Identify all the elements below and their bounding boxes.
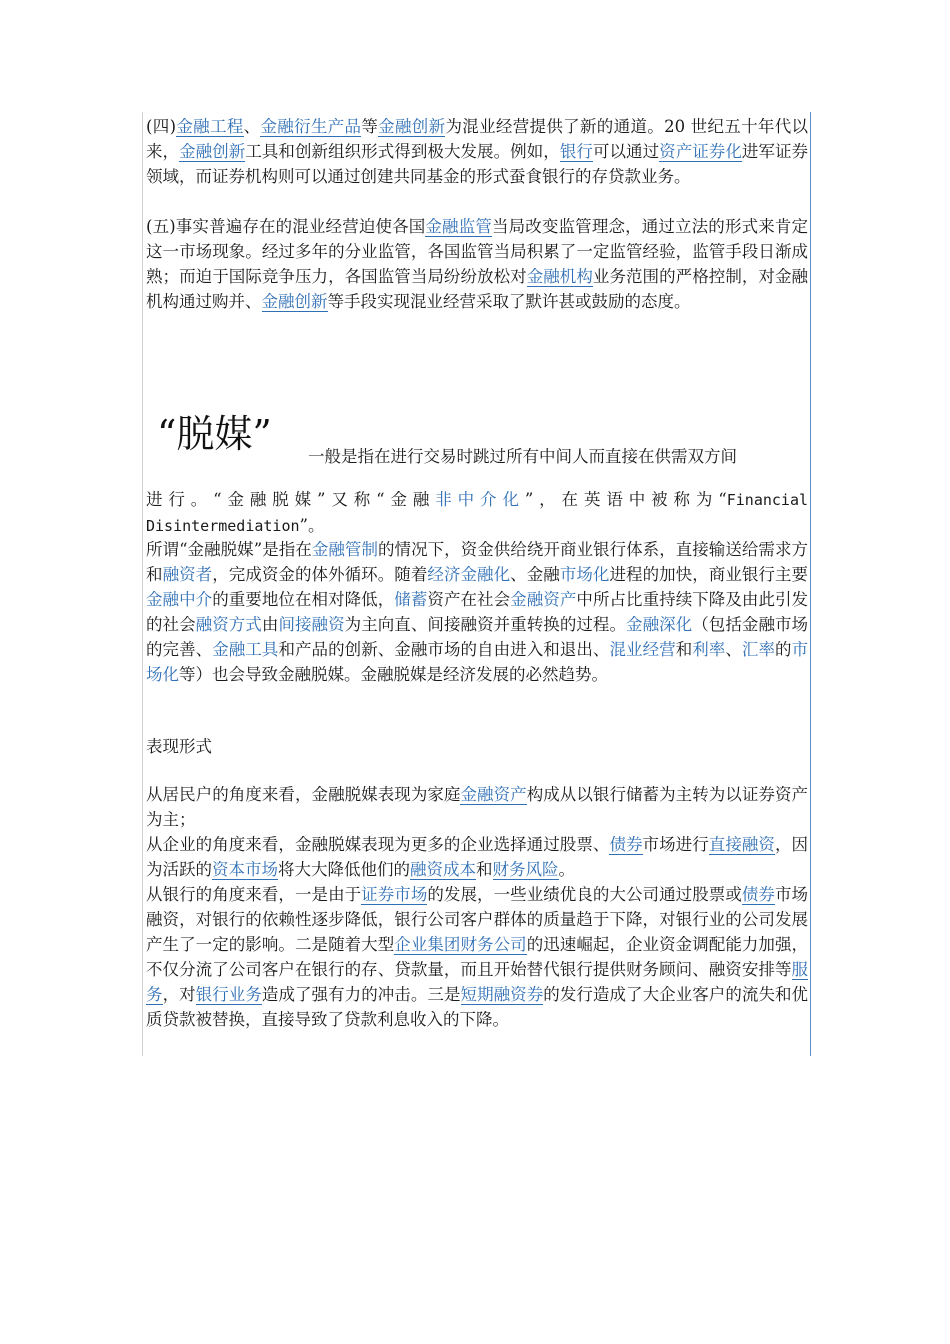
text-run: 和产品的创新、金融市场的自由进入和退出、	[278, 640, 610, 659]
text-run: ，因为活跃的	[146, 835, 809, 879]
text-run: 由	[261, 615, 279, 634]
text-run: 市场进行	[642, 835, 709, 854]
bank-paragraph	[146, 882, 808, 1032]
term-link[interactable]: 企业集团财务公司	[394, 935, 527, 954]
text-run: 造成了强有力的冲击。三是	[261, 985, 461, 1004]
text-run: 等手段实现混业经营采取了默许甚或鼓励的态度。	[327, 292, 691, 311]
text-run: 构成从以银行储蓄为主转为以证券资产为主；	[146, 785, 809, 829]
title-tuomei: “脱媒”	[157, 412, 272, 456]
term-link[interactable]: 汇率	[741, 640, 776, 659]
text-run: 工具和创新组织形式得到极大发展。例如，	[245, 142, 560, 161]
term-link[interactable]: 银行业务	[195, 985, 262, 1004]
text-run: 的迅速崛起，企业资金调配能力加强，不仅分流了公司客户在银行的存、贷款量，而且开始替代银行提供财务顾问、融资安排等	[146, 935, 809, 979]
section-heading: 表现形式	[146, 737, 212, 756]
text-run: 将大大降低他们的	[278, 860, 410, 879]
text-run: 中所占比重持续下降及由此引发的社会	[146, 590, 809, 634]
document-page	[142, 112, 811, 1056]
term-link[interactable]: 金融创新	[261, 292, 328, 311]
term-link[interactable]: 金融中介	[146, 590, 213, 609]
text-run: 的	[775, 640, 792, 659]
term-link[interactable]: 金融管制	[311, 540, 378, 559]
text-run: 、金融	[510, 565, 560, 584]
term-link[interactable]: 金融资产	[460, 785, 527, 804]
term-link[interactable]: 资本市场	[212, 860, 278, 879]
term-link[interactable]: 市场化	[146, 640, 809, 684]
term-link[interactable]: 债券	[609, 835, 643, 854]
term-link[interactable]: 金融监管	[425, 217, 492, 236]
text-run: 的重要地位在相对降低，	[212, 590, 395, 609]
term-link[interactable]: 金融工程	[176, 117, 244, 136]
text-run: 等）也会导致金融脱媒。金融脱媒是经济发展的必然趋势。	[179, 665, 608, 684]
term-link[interactable]: 混业经营	[609, 640, 676, 659]
text-run: 等	[361, 117, 379, 136]
text-run: 从居民户的角度来看，金融脱媒表现为家庭	[146, 785, 461, 804]
text-run: 进行。“金融脱媒”又称“金融	[146, 490, 436, 509]
text-run: ，对	[162, 985, 196, 1004]
enterprise-paragraph	[146, 832, 808, 882]
text-run: ”。	[299, 516, 325, 535]
term-link[interactable]: 债券	[741, 885, 775, 904]
title-tail-text: 一般是指在进行交易时跳过所有中间人而直接在供需双方间	[308, 447, 737, 466]
term-link[interactable]: 金融机构	[526, 267, 593, 286]
term-link[interactable]: 融资者	[162, 565, 213, 584]
term-link[interactable]: 服务	[146, 960, 808, 1004]
text-run: 为混业经营提供了新的通道。20 世纪五十年代以来，	[146, 117, 809, 161]
text-run: 的发展，一些业绩优良的大公司通过股票或	[427, 885, 742, 904]
text-run: 从银行的角度来看，一是由于	[146, 885, 362, 904]
term-link[interactable]: 金融深化	[626, 615, 693, 634]
term-link[interactable]: 金融创新	[378, 117, 446, 136]
term-link[interactable]: 市场化	[559, 565, 610, 584]
text-run: 可以通过	[592, 142, 660, 161]
text-run: 和	[476, 860, 493, 879]
text-run: (四)	[146, 117, 177, 136]
text-run: 当局改变监管理念，通过立法的形式来肯定这一市场现象。经过多年的分业监管，各国监管当局积累了一定监管经验，监管手段日渐成熟；而迫于国际竞争压力，各国监管当局纷纷放松对	[146, 217, 808, 286]
text-run: 、	[243, 117, 261, 136]
term-link[interactable]: 证券市场	[361, 885, 428, 904]
text-run: 为主向直、间接融资并重转换的过程。	[344, 615, 627, 634]
term-link[interactable]: 经济金融化	[427, 565, 511, 584]
term-link[interactable]: 融资方式	[195, 615, 262, 634]
text-run: 资产在社会	[427, 590, 511, 609]
paragraph-4	[146, 114, 808, 189]
text-run: Financial Disintermediation	[146, 491, 809, 535]
text-run: 进程的加快，商业银行主要	[609, 565, 809, 584]
text-run: 和	[675, 640, 693, 659]
text-run: 所谓“金融脱媒”是指在	[146, 540, 312, 559]
term-link[interactable]: 短期融资券	[460, 985, 544, 1004]
term-link[interactable]: 金融工具	[212, 640, 279, 659]
term-link[interactable]: 金融衍生产品	[260, 117, 362, 136]
term-link[interactable]: 金融资产	[510, 590, 577, 609]
term-link[interactable]: 银行	[559, 142, 593, 161]
text-run: 进军证券领域，而证券机构则可以通过创建共同基金的形式蚕食银行的存贷款业务。	[146, 142, 809, 186]
term-link[interactable]: 间接融资	[278, 615, 345, 634]
text-run: 的发行造成了大企业客户的流失和优质贷款被替换，直接导致了贷款利息收入的下降。	[146, 985, 809, 1029]
term-link[interactable]: 资产证券化	[659, 142, 742, 161]
text-run: 从企业的角度来看，金融脱媒表现为更多的企业选择通过股票、	[146, 835, 610, 854]
text-run: ”，在英语中被称为“	[524, 490, 727, 509]
term-link[interactable]: 直接融资	[708, 835, 775, 854]
text-run: 。	[558, 860, 575, 879]
text-run: （包括金融市场的完善、	[146, 615, 809, 659]
term-link[interactable]: 储蓄	[394, 590, 428, 609]
paragraph-5	[146, 214, 808, 314]
text-run: (五)事实普遍存在的混业经营迫使各国	[146, 217, 426, 236]
term-link[interactable]: 利率	[692, 640, 726, 659]
explanation-paragraph	[146, 537, 808, 687]
text-run: 的情况下，资金供给绕开商业银行体系，直接输送给需求方和	[146, 540, 809, 584]
text-run: ，完成资金的体外循环。随着	[212, 565, 428, 584]
definition-paragraph	[146, 487, 808, 539]
term-link[interactable]: 非中介化	[435, 490, 525, 509]
household-paragraph	[146, 782, 808, 832]
term-link[interactable]: 金融创新	[179, 142, 246, 161]
text-run: 市场融资，对银行的依赖性逐步降低，银行公司客户群体的质量趋于下降，对银行业的公司发展产生了一定的影响。二是随着大型	[146, 885, 809, 954]
term-link[interactable]: 融资成本	[410, 860, 476, 879]
text-run: 业务范围的严格控制，对金融机构通过购并、	[146, 267, 809, 311]
term-link[interactable]: 财务风险	[492, 860, 559, 879]
text-run: 、	[725, 640, 742, 659]
